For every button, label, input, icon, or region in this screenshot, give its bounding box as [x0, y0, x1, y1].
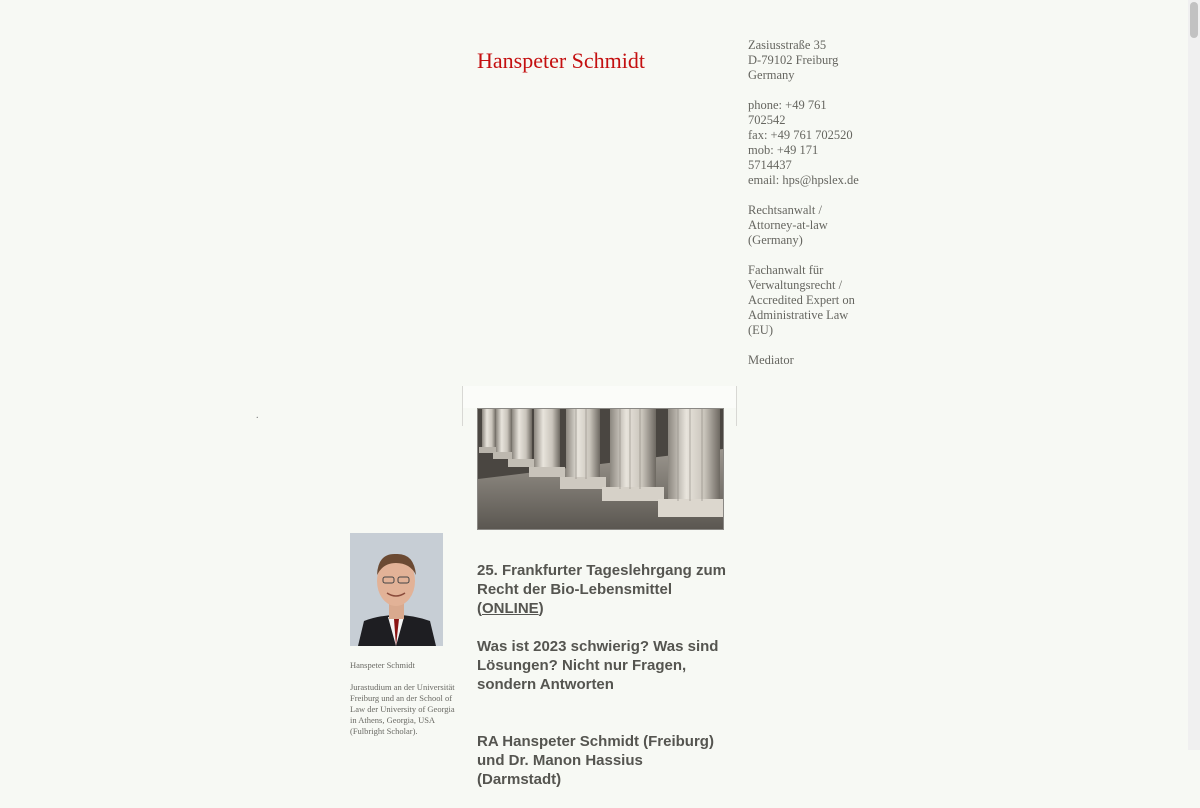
news-item-1: [477, 561, 727, 618]
contact-city: D-79102 Freiburg: [748, 53, 839, 67]
page-title: Hanspeter Schmidt: [477, 48, 646, 73]
contact-street: Zasiusstraße 35: [748, 38, 827, 52]
online-link[interactable]: ONLINE: [482, 600, 539, 617]
title-expert-4: Administrative Law: [748, 308, 849, 322]
title-expert-2: Verwaltungsrecht /: [748, 278, 843, 292]
contact-fax: fax: +49 761 702520: [748, 128, 853, 142]
news-column: [477, 561, 727, 808]
portrait-illustration: [350, 533, 443, 646]
content-frame-left: [462, 386, 463, 426]
news-item-2: Was ist 2023 schwierig? Was sind Lösungen? Nicht nur Fragen, sondern Antworten: [477, 638, 719, 693]
content-frame-top: [463, 386, 736, 408]
columns-illustration: [478, 409, 723, 529]
vertical-scrollbar[interactable]: [1188, 0, 1200, 750]
sidebar-name: Hanspeter Schmidt: [350, 660, 415, 670]
portrait-photo: [350, 533, 443, 646]
contact-block: [748, 38, 860, 368]
contact-phone: phone: +49 761: [748, 98, 827, 112]
title-expert-3: Accredited Expert on: [748, 293, 855, 307]
news-item-1-text: 25. Frankfurter Tageslehrgang zum Recht der Bio-Lebensmittel (: [477, 562, 726, 617]
contact-country: Germany: [748, 68, 795, 82]
news-item-1-close: ): [538, 600, 544, 617]
contact-mobile: mob: +49 171 5714437: [748, 143, 819, 172]
title-mediator: Mediator: [748, 353, 794, 367]
title-expert-5: (EU): [748, 323, 773, 337]
contact-email[interactable]: email: hps@hpslex.de: [748, 173, 859, 187]
columns-image: [477, 408, 724, 530]
title-expert-1: Fachanwalt für: [748, 263, 824, 277]
scrollbar-thumb[interactable]: [1190, 2, 1198, 38]
decorative-dot: .: [256, 410, 259, 421]
sidebar-bio: [350, 660, 462, 748]
title-attorney-1: Rechtsanwalt /: [748, 203, 822, 217]
title-attorney-2: Attorney-at-law: [748, 218, 828, 232]
contact-phone-cont: 702542: [748, 113, 786, 127]
content-frame-right: [736, 386, 737, 426]
news-item-3: RA Hanspeter Schmidt (Freiburg) und Dr. Manon Hassius (Darmstadt): [477, 733, 714, 788]
title-attorney-3: (Germany): [748, 233, 803, 247]
sidebar-bio-text: Jurastudium an der Universität Freiburg und an der School of Law der University of Georgia in Athens, Georgia, USA (Fulbright Scholar).: [350, 682, 455, 736]
